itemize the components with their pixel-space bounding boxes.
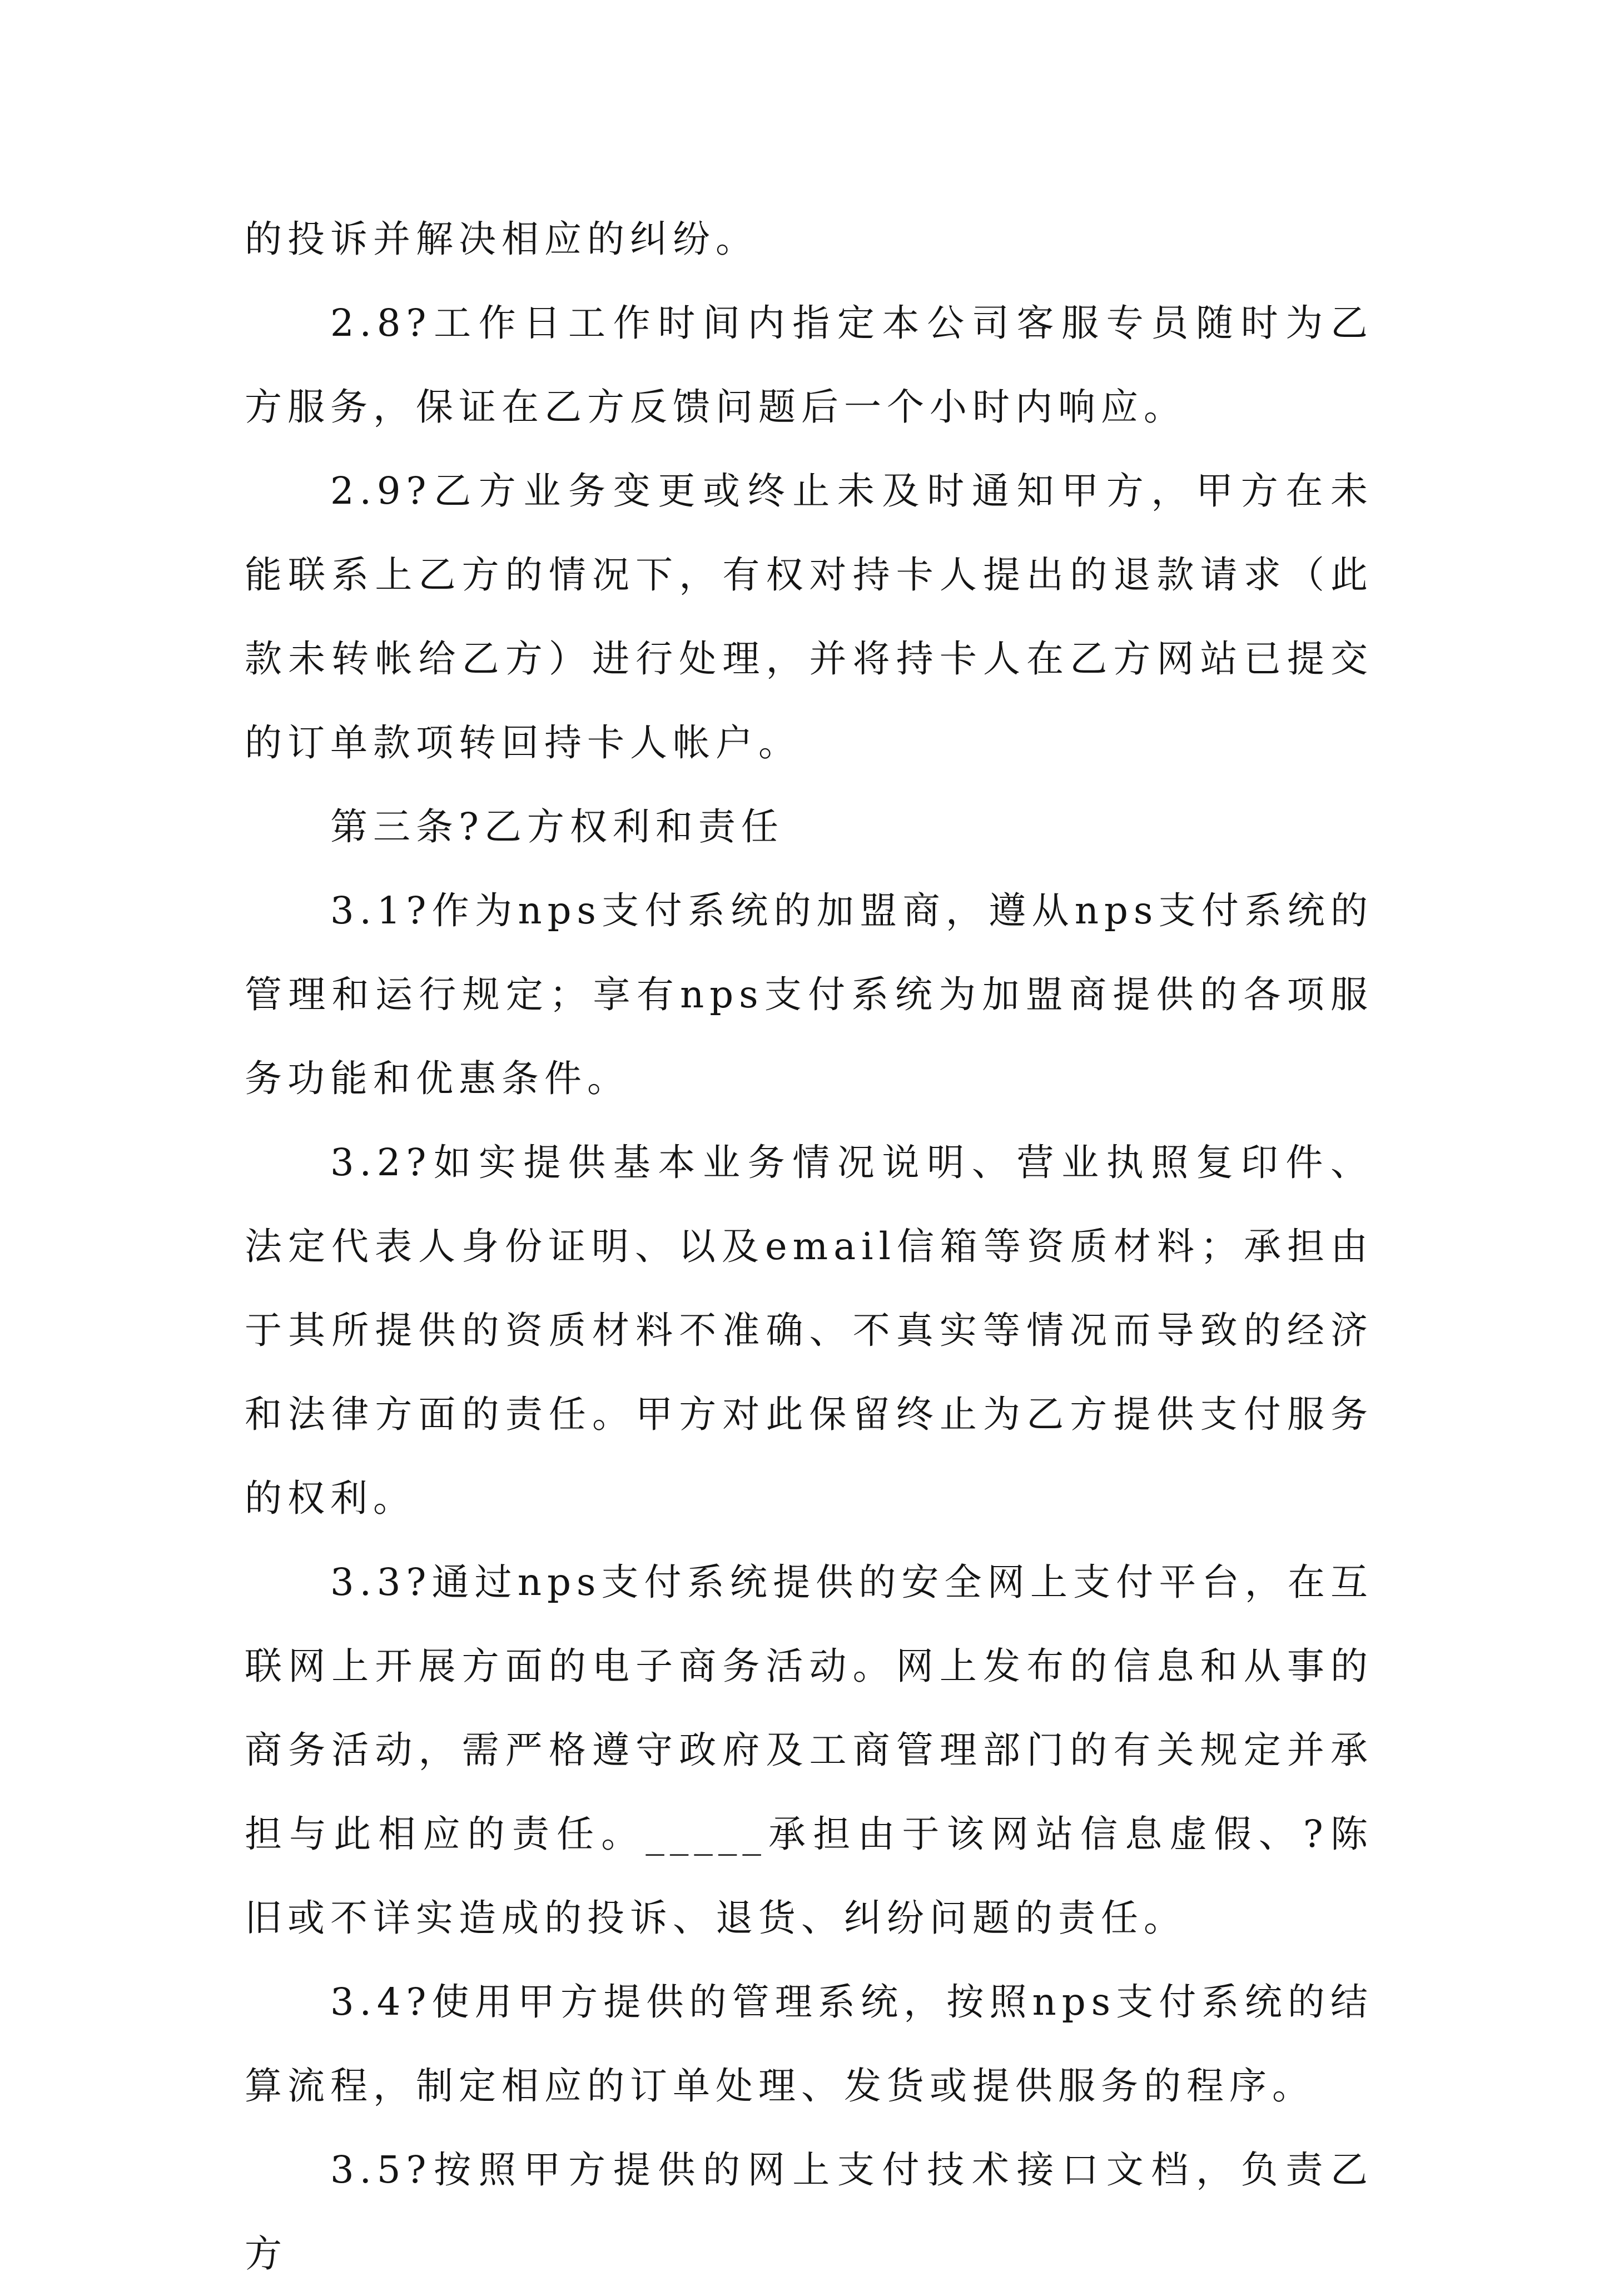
clause-2-9: 2.9?乙方业务变更或终止未及时通知甲方，甲方在未能联系上乙方的情况下，有权对持卡人提出的退款请求（此款未转帐给乙方）进行处理，并将持卡人在乙方网站已提交的订单款项转回持卡人帐户。 [245,469,1373,764]
clause-3-3: 3.3?通过nps支付系统提供的安全网上支付平台，在互联网上开展方面的电子商务活动。网上发布的信息和从事的商务活动，需严格遵守政府及工商管理部门的有关规定并承担与此相应的责任。_____承担由于该网站信息虚假、?陈旧或不详实造成的投诉、退货、纠纷问题的责任。 [245,1561,1373,1940]
clause-2-8: 2.8?工作日工作时间内指定本公司客服专员随时为乙方服务，保证在乙方反馈问题后一个小时内响应。 [245,301,1373,429]
paragraph-continuation: 的投诉并解决相应的纠纷。 [245,217,758,261]
clause-3-1: 3.1?作为nps支付系统的加盟商，遵从nps支付系统的管理和运行规定；享有nps支付系统为加盟商提供的各项服务功能和优惠条件。 [245,889,1373,1100]
clause-3-4: 3.4?使用甲方提供的管理系统，按照nps支付系统的结算流程，制定相应的订单处理、发货或提供服务的程序。 [245,1980,1373,2108]
section-heading-article-3: 第三条?乙方权利和责任 [330,805,784,848]
document-body [245,197,1373,2296]
clause-3-2: 3.2?如实提供基本业务情况说明、营业执照复印件、法定代表人身份证明、以及email信箱等资质材料；承担由于其所提供的资质材料不准确、不真实等情况而导致的经济和法律方面的责任。甲方对此保留终止为乙方提供支付服务的权利。 [245,1141,1373,1520]
clause-3-5: 3.5?按照甲方提供的网上支付技术接口文档，负责乙方 [245,2148,1373,2275]
